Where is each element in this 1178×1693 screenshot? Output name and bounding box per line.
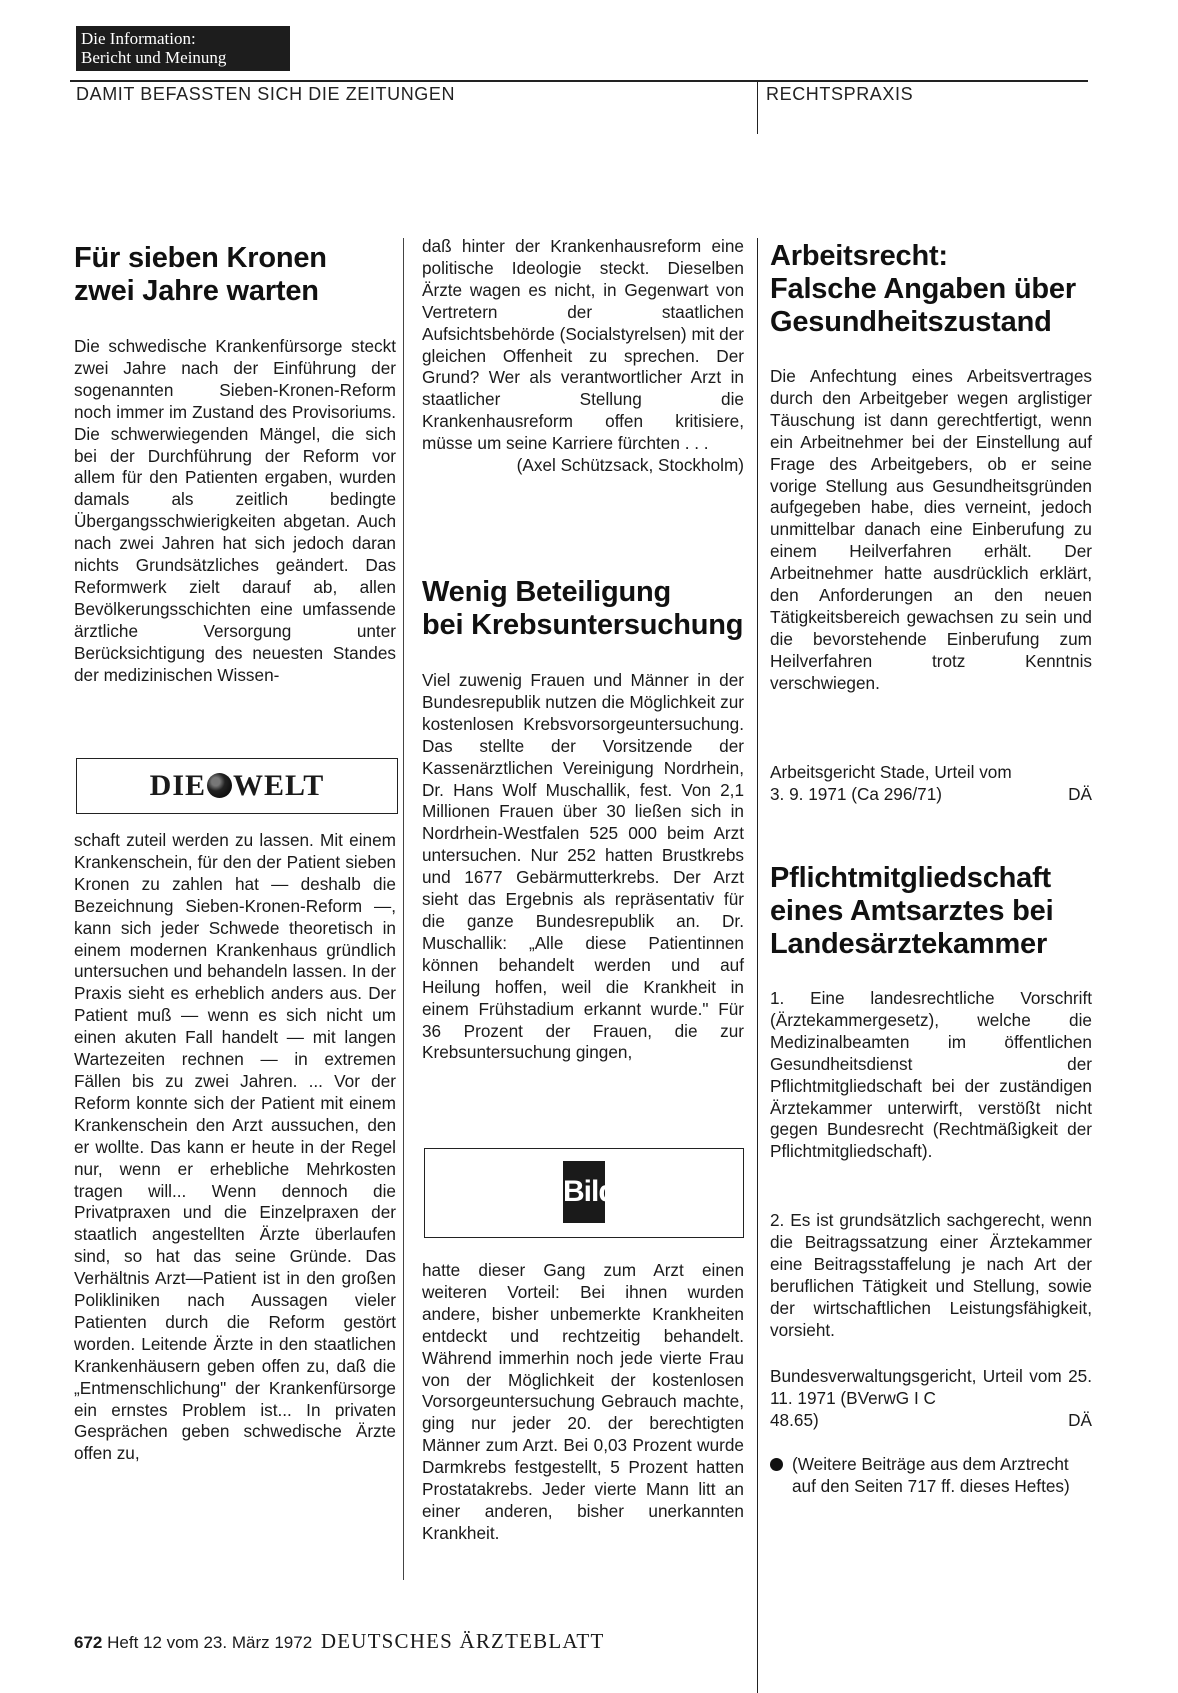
article-3-citation-tag: DÄ (1068, 783, 1092, 804)
column-divider-2 (757, 238, 758, 1693)
article-1-title (74, 242, 396, 308)
die-welt-logo (76, 758, 398, 814)
article-1-body-1 (74, 336, 396, 687)
journal-name: DEUTSCHES ÄRZTEBLATT (320, 1629, 605, 1653)
article-4-body-1 (770, 988, 1092, 1163)
article-3-title (770, 240, 1092, 339)
article-4-citation-line-2-row (770, 1410, 1092, 1432)
article-4-paragraph-1: 1. Eine landesrechtliche Vorschrift (Ärztekammergesetz), welche die Medizinalbeamten im öffentlichen Gesundheitsdienst der Pflichtmitgliedschaft bei der zuständigen Ärztekammer unterwirft, verstößt nicht gegen Bundesrecht (Rechtmäßigkeit der Pflichtmitgliedschaft). (770, 988, 1092, 1162)
article-4-body-2 (770, 1210, 1092, 1341)
section-badge (76, 26, 290, 71)
article-4-citation-tag: DÄ (1068, 1409, 1092, 1430)
article-1-title-line-1: Für sieben Kronen (74, 242, 327, 274)
article-3-citation-line-1: Arbeitsgericht Stade, Urteil vom (770, 762, 1012, 782)
article-3-citation (770, 762, 1092, 806)
article-2-body-2 (422, 1260, 744, 1545)
header-divider (757, 80, 758, 134)
note-wrapper (770, 1454, 1092, 1498)
article-4-title-line-2: eines Amtsarztes bei (770, 895, 1054, 927)
article-1-title-line-2: zwei Jahre warten (74, 275, 319, 307)
rubric-right: RECHTSPRAXIS (766, 84, 914, 104)
rubric-left: DAMIT BEFASSTEN SICH DIE ZEITUNGEN (76, 84, 456, 104)
article-3-paragraph: Die Anfechtung eines Arbeitsvertrages durch den Arbeitgeber wegen arglistiger Täuschung ist dann gerechtfertigt, wenn ein Arbeitnehmer bei der Einstellung auf Frage des Arbeitgebers, ob er seine vorige Stellung aus Gesundheitsgründen aufgegeben habe, dies verneint, jedoch unmittelbar danach eine Einberufung zu einem Heilverfahren erhält. Der Arbeitnehmer hatte ausdrücklich erklärt, den Anforderungen an den neuen Tätigkeitsbereich gewachsen zu sein und die bevorstehende Einberufung zum Heilverfahren trotz Kenntnis verschwiegen. (770, 366, 1092, 693)
article-3-body (770, 366, 1092, 695)
article-2-title-line-1: Wenig Beteiligung (422, 576, 672, 608)
article-2-paragraph-2: hatte dieser Gang zum Arzt einen weiteren Vorteil: Bei ihnen wurden andere, bisher unbemerkte Krankheiten entdeckt und rechtzeitig behandelt. Während immerhin noch jede vierte Frau von der Möglichkeit der kostenlosen Vorsorgeuntersuchung Gebrauch machte, ging nur jeder 20. der berechtigten Männer zum Arzt. Bei 0,03 Prozent wurde Darmkrebs festgestellt, 5 Prozent hatten Prostatakrebs. Jeder vierte Mann litt an einer anderen, bisher unerkannten Krankheit. (422, 1260, 744, 1543)
article-4-citation (770, 1366, 1092, 1432)
article-1-continuation (422, 236, 744, 477)
article-2-title (422, 576, 744, 642)
bild-logo (424, 1148, 744, 1238)
article-3-citation-line-2: 3. 9. 1971 (Ca 296/71) (770, 783, 942, 804)
article-3-title-line-3: Gesundheitszustand (770, 306, 1052, 338)
article-1-paragraph-3: daß hinter der Krankenhausreform eine politische Ideologie steckt. Dieselben Ärzte wagen es nicht, in Gegenwart von Vertretern der staatlichen Aufsichtsbehörde (Socialstyrelsen) mit der gleichen Offenheit zu sprechen. Der Grund? Wer als verantwortlicher Arzt in staatlicher Stellung die Krankenhausreform offen kritisiere, müsse um seine Karriere fürchten . . . (422, 236, 744, 454)
article-4-note (770, 1454, 1092, 1498)
article-4-title-line-1: Pflichtmitgliedschaft (770, 862, 1051, 894)
badge-line-1: Die Information: (81, 29, 196, 48)
article-4-paragraph-2: 2. Es ist grundsätzlich sachgerecht, wenn die Beitragssatzung einer Ärztekammer eine Beitragsstaffelung je nach Art der beruflichen Tätigkeit und Stellung, sowie der wirtschaftlichen Leistungsfähigkeit, vorsieht. (770, 1210, 1092, 1340)
article-2-paragraph-1: Viel zuwenig Frauen und Männer in der Bundesrepublik nutzen die Möglichkeit zur kostenlosen Krebsvorsorgeuntersuchung. Das stellte der Vorsitzende der Kassenärztlichen Vereinigung Nordrhein, Dr. Hans Wolf Muschallik, fest. Von 2,1 Millionen Frauen über 30 ließen sich in Nordrhein-Westfalen 525 000 beim Arzt untersuchen. Nur 252 hatten Brustkrebs und 1677 Gebärmutterkrebs. Der Arzt sieht das Ergebnis als repräsentativ für die ganze Bundesrepublik an. Dr. Muschallik: „Alle diese Patientinnen können behandelt werden und auf Heilung hoffen, weil die Krankheit in einem Frühstadium erkannt wurde." Für 36 Prozent der Frauen, die zur Krebsuntersuchung gingen, (422, 670, 744, 1063)
article-3-citation-line-2-row (770, 784, 1092, 806)
header-rule (70, 80, 1088, 82)
article-3-title-line-1: Arbeitsrecht: (770, 240, 948, 272)
article-1-paragraph-1: Die schwedische Krankenfürsorge steckt zwei Jahre nach der Einführung der sogenannten Sieben-Kronen-Reform noch immer im Zustand des Provisoriums. Die schwerwiegenden Mängel, die sich bei der Durchführung der Reform vor allem für den Patienten ergaben, wurden damals als zeitlich bedingte Übergangsschwierigkeiten abgetan. Auch nach zwei Jahren hat sich jedoch daran nichts Grundsätzliches geändert. Das Reformwerk zielt darauf ab, allen Bevölkerungsschichten eine umfassende ärztliche Versorgung unter Berücksichtigung des neuesten Standes der medizinischen Wissen- (74, 336, 396, 685)
globe-icon (207, 773, 232, 798)
page-number: 672 (74, 1633, 103, 1652)
issue-info: Heft 12 vom 23. März 1972 (107, 1633, 313, 1652)
article-4-citation-line-1: Bundesverwaltungsgericht, Urteil vom 25. 11. 1971 (BVerwG I C (770, 1366, 1092, 1408)
column-divider-1 (403, 238, 404, 1580)
badge-line-2: Bericht und Meinung (81, 48, 227, 67)
article-1-body-2 (74, 830, 396, 1465)
article-4-title-line-3: Landesärztekammer (770, 928, 1048, 960)
article-4-citation-line-2: 48.65) (770, 1409, 819, 1430)
article-3-title-line-2: Falsche Angaben über (770, 273, 1076, 305)
article-1-attribution: (Axel Schützsack, Stockholm) (516, 455, 744, 476)
article-2-body-1 (422, 670, 744, 1064)
article-1-paragraph-2: schaft zuteil werden zu lassen. Mit einem Krankenschein, für den der Patient sieben Kronen zu zahlen hat — deshalb die Bezeichnung Sieben-Kronen-Reform —, kann sich jeder Schwede theoretisch in einem modernen Krankenhaus gründlich untersuchen und behandeln lassen. In der Praxis sieht es erheblich anders aus. Der Patient muß — wenn es sich nicht um einen akuten Fall handelt — mit langen Wartezeiten rechnen — in extremen Fällen bis zu zwei Jahren. ... Vor der Reform konnte sich der Patient mit einem Krankenschein den Arzt aussuchen, den er wollte. Das kann er heute in der Regel nur, wenn er erhebliche Mehrkosten tragen will... Wenn dennoch die Privatpraxen und die Einzelpraxen der staatlich angestellten Ärzte überlaufen sind, so hat das seine Gründe. Das Verhältnis Arzt—Patient ist in den großen Polikliniken nach Aussagen vieler Patienten durch die Reform gestört worden. Leitende Ärzte in den staatlichen Krankenhäusern geben offen zu, daß die „Entmenschlichung" der Krankenfürsorge ein ernstes Problem ist... In privaten Gesprächen geben schwedische Ärzte offen zu, (74, 830, 396, 1464)
bullet-icon (770, 1458, 783, 1471)
article-4-note-text: (Weitere Beiträge aus dem Arztrecht auf den Seiten 717 ff. dieses Heftes) (792, 1454, 1070, 1496)
bild-wordmark: Bild (563, 1161, 605, 1223)
die-welt-wordmark: DIE WELT (149, 769, 325, 802)
page-footer (74, 1629, 604, 1654)
article-4-title (770, 862, 1092, 961)
article-2-title-line-2: bei Krebsuntersuchung (422, 609, 744, 641)
